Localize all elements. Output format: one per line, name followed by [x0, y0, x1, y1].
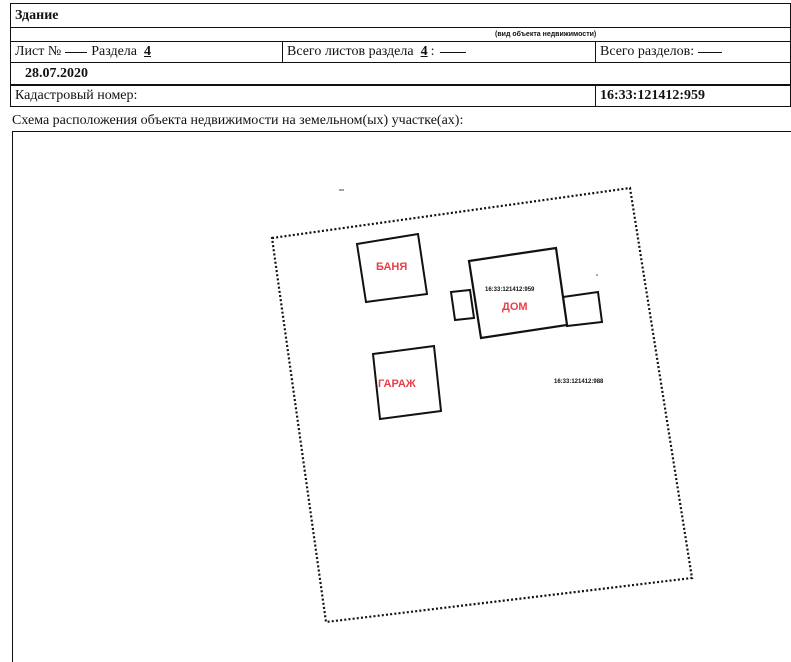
building-garazh	[373, 346, 441, 419]
total-sheets-label: Всего листов раздела	[287, 44, 414, 59]
cadastral-label: Кадастровый номер:	[11, 86, 596, 106]
building-dom-label: ДОМ	[502, 301, 528, 313]
porch-right	[563, 292, 602, 326]
stray-dot	[596, 274, 598, 276]
sheet-label: Лист №	[15, 44, 62, 59]
building-banya	[357, 234, 427, 302]
scheme-title: Схема расположения объекта недвижимости на земельном(ых) участке(ах):	[12, 113, 464, 128]
colon: :	[430, 44, 435, 59]
porch-left	[451, 290, 474, 320]
total-sheets-value: 4	[420, 44, 428, 59]
date-value: 28.07.2020	[25, 65, 88, 81]
section-value: 4	[144, 44, 152, 59]
cadastral-value: 16:33:121412:959	[600, 88, 705, 103]
building-banya-label: БАНЯ	[376, 261, 408, 273]
land-parcel-boundary	[272, 188, 692, 622]
section-label: Раздела	[91, 44, 138, 59]
building-garazh-label: ГАРАЖ	[378, 378, 416, 390]
object-type-value: Здание	[15, 7, 59, 23]
building-dom-cadastral: 16:33:121412:959	[485, 287, 535, 293]
parcel-cadastral-label: 16:33:121412:988	[554, 379, 604, 385]
object-type-caption: (вид объекта недвижимости)	[495, 31, 597, 38]
total-sections-label: Всего разделов:	[600, 44, 695, 59]
building-dom	[451, 248, 602, 338]
